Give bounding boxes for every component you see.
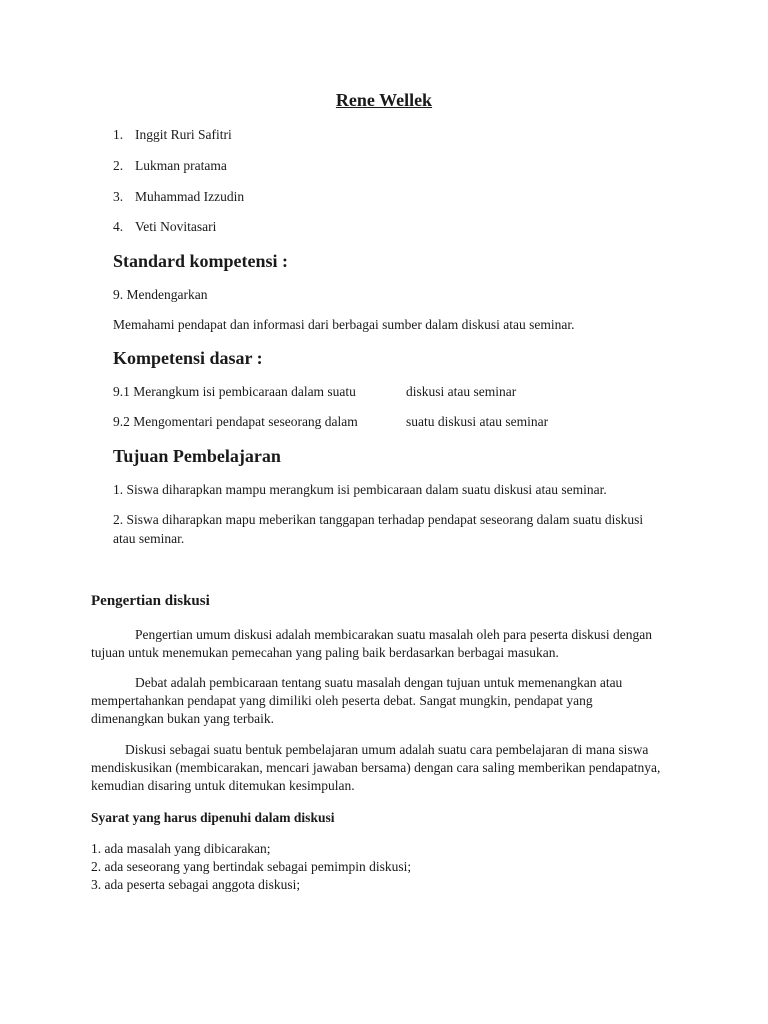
kompetensi-item-left: 9.1 Merangkum isi pembicaraan dalam suatu (113, 384, 356, 399)
member-name: Inggit Ruri Safitri (135, 127, 232, 142)
pengertian-paragraph-1-line-1: Pengertian umum diskusi adalah membicarakan suatu masalah oleh para peserta diskusi dengan (135, 627, 652, 642)
pengertian-paragraph-2-line-3: dimenangkan bukan yang terbaik. (91, 711, 274, 726)
member-item (113, 127, 232, 143)
pengertian-paragraph-3-line-3: kemudian disaring untuk ditemukan kesimpulan. (91, 778, 355, 793)
pengertian-heading: Pengertian diskusi (91, 593, 210, 609)
pengertian-paragraph-2-line-2: mempertahankan pendapat yang dimiliki oleh peserta debat. Sangat mungkin, pendapat yang (91, 693, 593, 708)
standard-description: Memahami pendapat dan informasi dari berbagai sumber dalam diskusi atau seminar. (113, 317, 575, 332)
kompetensi-item-left: 9.2 Mengomentari pendapat seseorang dalam (113, 414, 358, 429)
pengertian-paragraph-3-line-2: mendiskusikan (membicarakan, mencari jawaban bersama) dengan cara saling memberikan pendapatnya, (91, 760, 661, 775)
pengertian-paragraph-2-line-1: Debat adalah pembicaraan tentang suatu masalah dengan tujuan untuk memenangkan atau (135, 675, 623, 690)
member-item (113, 158, 227, 174)
tujuan-item-2-line-1: 2. Siswa diharapkan mapu meberikan tanggapan terhadap pendapat seseorang dalam suatu diskusi (113, 512, 644, 527)
kompetensi-item-right: suatu diskusi atau seminar (406, 414, 549, 429)
member-item (113, 189, 244, 205)
member-number: 3. (113, 189, 124, 204)
page-title: Rene Wellek (335, 90, 433, 110)
tujuan-item-2-line-2: atau seminar. (113, 531, 185, 546)
syarat-item: 1. ada masalah yang dibicarakan; (91, 841, 271, 856)
member-number: 1. (113, 127, 124, 142)
member-name: Lukman pratama (135, 158, 227, 173)
member-name: Veti Novitasari (135, 219, 217, 234)
syarat-heading: Syarat yang harus dipenuhi dalam diskusi (91, 810, 335, 825)
pengertian-paragraph-1-line-2: tujuan untuk menemukan pemecahan yang paling baik berdasarkan berbagai masukan. (91, 645, 559, 660)
tujuan-item-1: 1. Siswa diharapkan mampu merangkum isi pembicaraan dalam suatu diskusi atau seminar. (113, 482, 607, 497)
standard-heading: Standard kompetensi : (113, 251, 289, 271)
standard-item: 9. Mendengarkan (113, 287, 208, 302)
member-number: 2. (113, 158, 124, 173)
syarat-item: 2. ada seseorang yang bertindak sebagai pemimpin diskusi; (91, 859, 412, 874)
kompetensi-item-right: diskusi atau seminar (406, 384, 517, 399)
pengertian-paragraph-3-line-1: Diskusi sebagai suatu bentuk pembelajaran umum adalah suatu cara pembelajaran di mana siswa (125, 742, 649, 757)
member-item (113, 219, 216, 235)
tujuan-heading: Tujuan Pembelajaran (113, 446, 281, 466)
member-number: 4. (113, 219, 124, 234)
syarat-item: 3. ada peserta sebagai anggota diskusi; (91, 877, 301, 892)
member-name: Muhammad Izzudin (135, 189, 245, 204)
kompetensi-heading: Kompetensi dasar : (113, 348, 263, 368)
